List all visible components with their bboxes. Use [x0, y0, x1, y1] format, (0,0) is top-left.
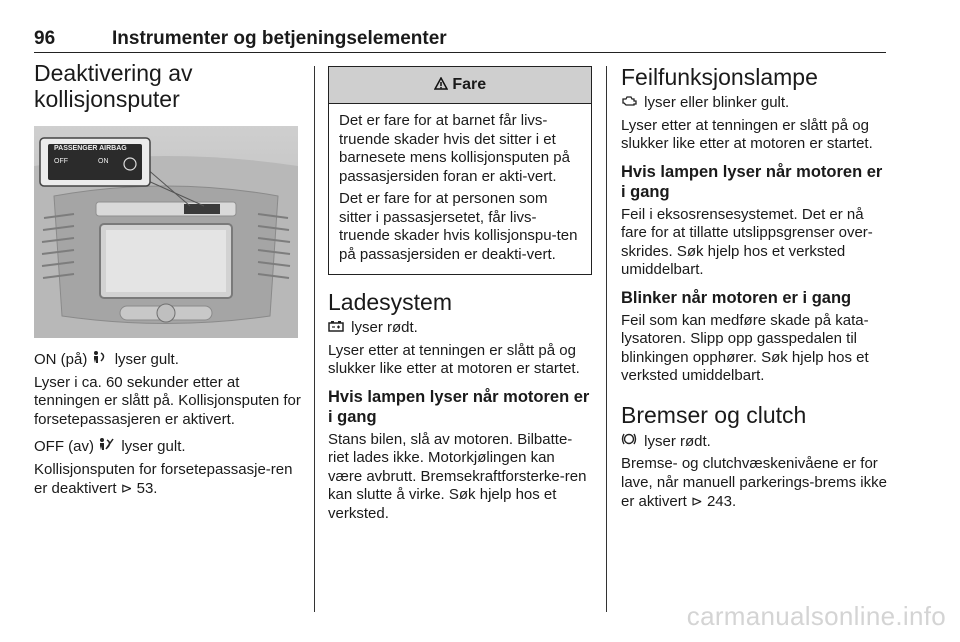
battery-icon: [328, 319, 344, 338]
charging-lamp-text: lyser rødt.: [351, 319, 418, 336]
page-header: [34, 26, 886, 53]
warning-triangle-icon: [434, 76, 452, 93]
danger-box-header: [329, 67, 591, 104]
panel-on-label: ON: [98, 158, 109, 165]
charging-instructions: Stans bilen, slå av motoren. Bilbatte-riet lades ikke. Motorkjølingen kan være avbrutt. Bremsekraftforsterke-ren kan slutte å virke. Søk hjelp hos et verksted.: [328, 430, 587, 522]
on-prefix: ON (på): [34, 351, 88, 368]
danger-box: [328, 66, 592, 275]
charging-description: Lyser etter at tenningen er slått på og slukker like etter at motoren er startet.: [328, 341, 580, 377]
brake-lamp-text: lyser rødt.: [644, 432, 711, 450]
dashboard-illustration: [34, 126, 298, 338]
brake-description-text: Bremse- og clutchvæskenivåene er for lave, når manuell parkerings-brems ikke er aktivert: [621, 455, 887, 510]
malfunction-instructions-1: Feil i eksosrensesystemet. Det er nå fare for at tillatte utslippsgrenser over-skrides. Søk hjelp hos et verksted umiddelbart.: [621, 205, 873, 278]
off-indicator-line: [34, 437, 302, 457]
malfunction-subheading-2: Blinker når motoren er i gang: [621, 288, 852, 307]
brake-description-ref[interactable]: 243.: [706, 493, 737, 510]
malfunction-lamp-line: [621, 94, 887, 113]
danger-title: Fare: [452, 76, 487, 93]
column-divider-1: [314, 66, 315, 612]
engine-check-icon: [621, 94, 637, 113]
section-heading-brakes-clutch: Bremser og clutch: [621, 401, 807, 428]
passenger-airbag-on-icon: [92, 350, 108, 370]
malfunction-subheading-1: Hvis lampen lyser når motoren er i gang: [621, 162, 883, 201]
watermark: carmanualsonline.info: [686, 601, 946, 631]
panel-off-label: OFF: [54, 158, 68, 165]
section-heading-airbag-deactivation: Deaktivering av kollisjonsputer: [34, 60, 193, 112]
danger-box-body: [329, 104, 591, 274]
danger-paragraph-1: Det er fare for at barnet får livs-truende skader hvis det sitter i et barnesete mens kollisjonsputen på passasjersiden foran er akti-vert.: [339, 112, 570, 185]
page-number: 96: [34, 28, 56, 49]
off-description-ref[interactable]: 53.: [136, 480, 158, 497]
passenger-airbag-off-icon: [98, 437, 114, 457]
chapter-title: Instrumenter og betjeningselementer: [112, 28, 447, 49]
malfunction-instructions-2: Feil som kan medføre skade på kata-lysatoren. Slipp opp gasspedalen til blinkingen opphører. Søk hjelp hos et verksted umiddelbart.: [621, 311, 869, 384]
column-1: [34, 60, 302, 503]
brake-icon: [621, 432, 637, 452]
section-heading-charging-system: Ladesystem: [328, 289, 453, 315]
dashboard-drawing: [34, 126, 298, 338]
off-description: [34, 461, 302, 499]
on-suffix: lyser gult.: [114, 351, 179, 368]
malfunction-lamp-text: lyser eller blinker gult.: [644, 94, 790, 111]
off-description-text: Kollisjonsputen for forsetepassasje-ren er deaktivert: [34, 460, 293, 497]
on-description: Lyser i ca. 60 sekunder etter at tenningen er slått på. Kollisjonsputen for forsetepassasjeren er aktivert.: [34, 373, 301, 428]
charging-subheading: Hvis lampen lyser når motoren er i gang: [328, 387, 590, 426]
column-divider-2: [606, 66, 607, 612]
on-indicator-line: [34, 350, 302, 370]
page-reference-arrow-icon: ⊳: [120, 480, 133, 496]
off-prefix: OFF (av): [34, 438, 94, 455]
brake-lamp-line: [621, 432, 887, 452]
malfunction-description: Lyser etter at tenningen er slått på og slukker like etter at motoren er startet.: [621, 116, 873, 152]
off-suffix: lyser gult.: [121, 438, 186, 455]
panel-title-label: PASSENGER AIRBAG: [54, 145, 127, 152]
page-reference-arrow-icon: ⊳: [691, 493, 703, 509]
brake-description: [621, 455, 887, 512]
danger-paragraph-2: Det er fare for at personen som sitter i passasjersetet, får livs-truende skader hvis kollisjonspu-ten på passasjersiden er deakti-vert.: [339, 190, 578, 263]
column-2: [328, 60, 592, 527]
charging-lamp-line: [328, 319, 592, 338]
section-heading-malfunction-lamp: Feilfunksjonslampe: [621, 64, 818, 90]
column-3: [621, 60, 887, 516]
